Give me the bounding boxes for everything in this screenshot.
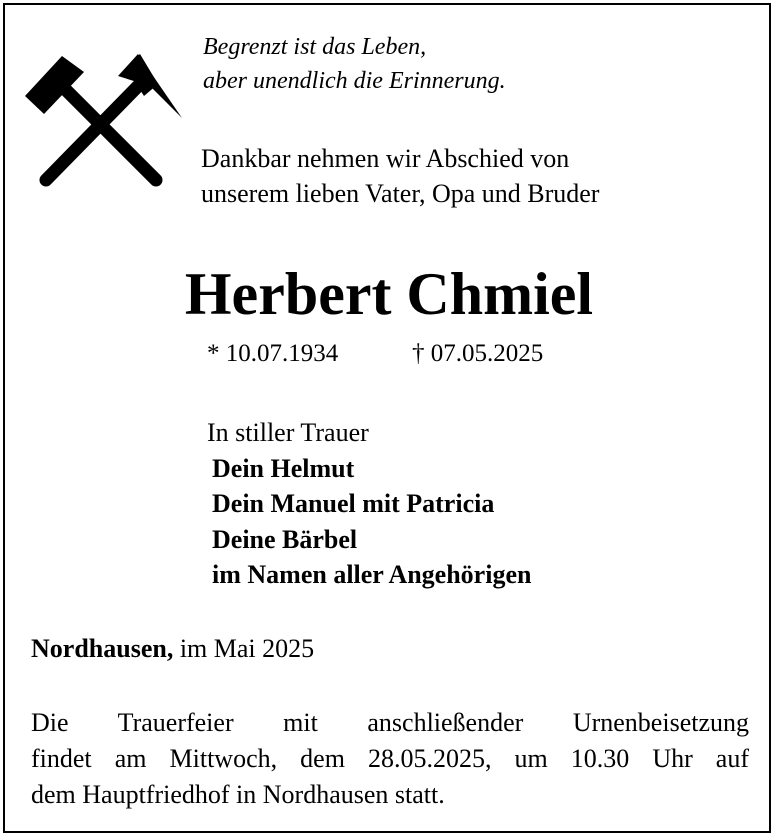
mourner-name: Dein Manuel mit Patricia	[212, 489, 495, 518]
service-line: findet am Mittwoch, dem 28.05.2025, um 10.30 Uhr auf	[31, 744, 749, 773]
mourner-name: Dein Helmut	[212, 453, 355, 483]
quote-line: Begrenzt ist das Leben,	[203, 34, 427, 60]
memorial-quote	[203, 30, 506, 98]
place-date: im Mai 2025	[173, 634, 315, 663]
service-line: dem Hauptfriedhof in Nordhausen statt.	[31, 780, 445, 809]
quote-line: aber unendlich die Erinnerung.	[203, 68, 506, 94]
place-and-date	[31, 632, 314, 666]
funeral-service-info	[31, 705, 749, 813]
mourning-lead: In stiller Trauer	[207, 418, 369, 447]
mourners-block	[207, 415, 531, 593]
birth-date: * 10.07.1934	[207, 340, 339, 367]
crossed-hammers-icon	[22, 50, 184, 192]
intro-line: unserem lieben Vater, Opa und Bruder	[201, 179, 600, 208]
farewell-intro	[201, 141, 599, 211]
mourner-name: im Namen aller Angehörigen	[212, 560, 532, 589]
mourner-name: Deine Bärbel	[212, 524, 358, 554]
place-city: Nordhausen,	[31, 634, 174, 663]
intro-line: Dankbar nehmen wir Abschied von	[201, 144, 570, 173]
deceased-name: Herbert Chmiel	[184, 261, 594, 327]
death-date: † 07.05.2025	[412, 340, 544, 367]
service-line: Die Trauerfeier mit anschließender Urnenbeisetzung	[31, 708, 749, 737]
